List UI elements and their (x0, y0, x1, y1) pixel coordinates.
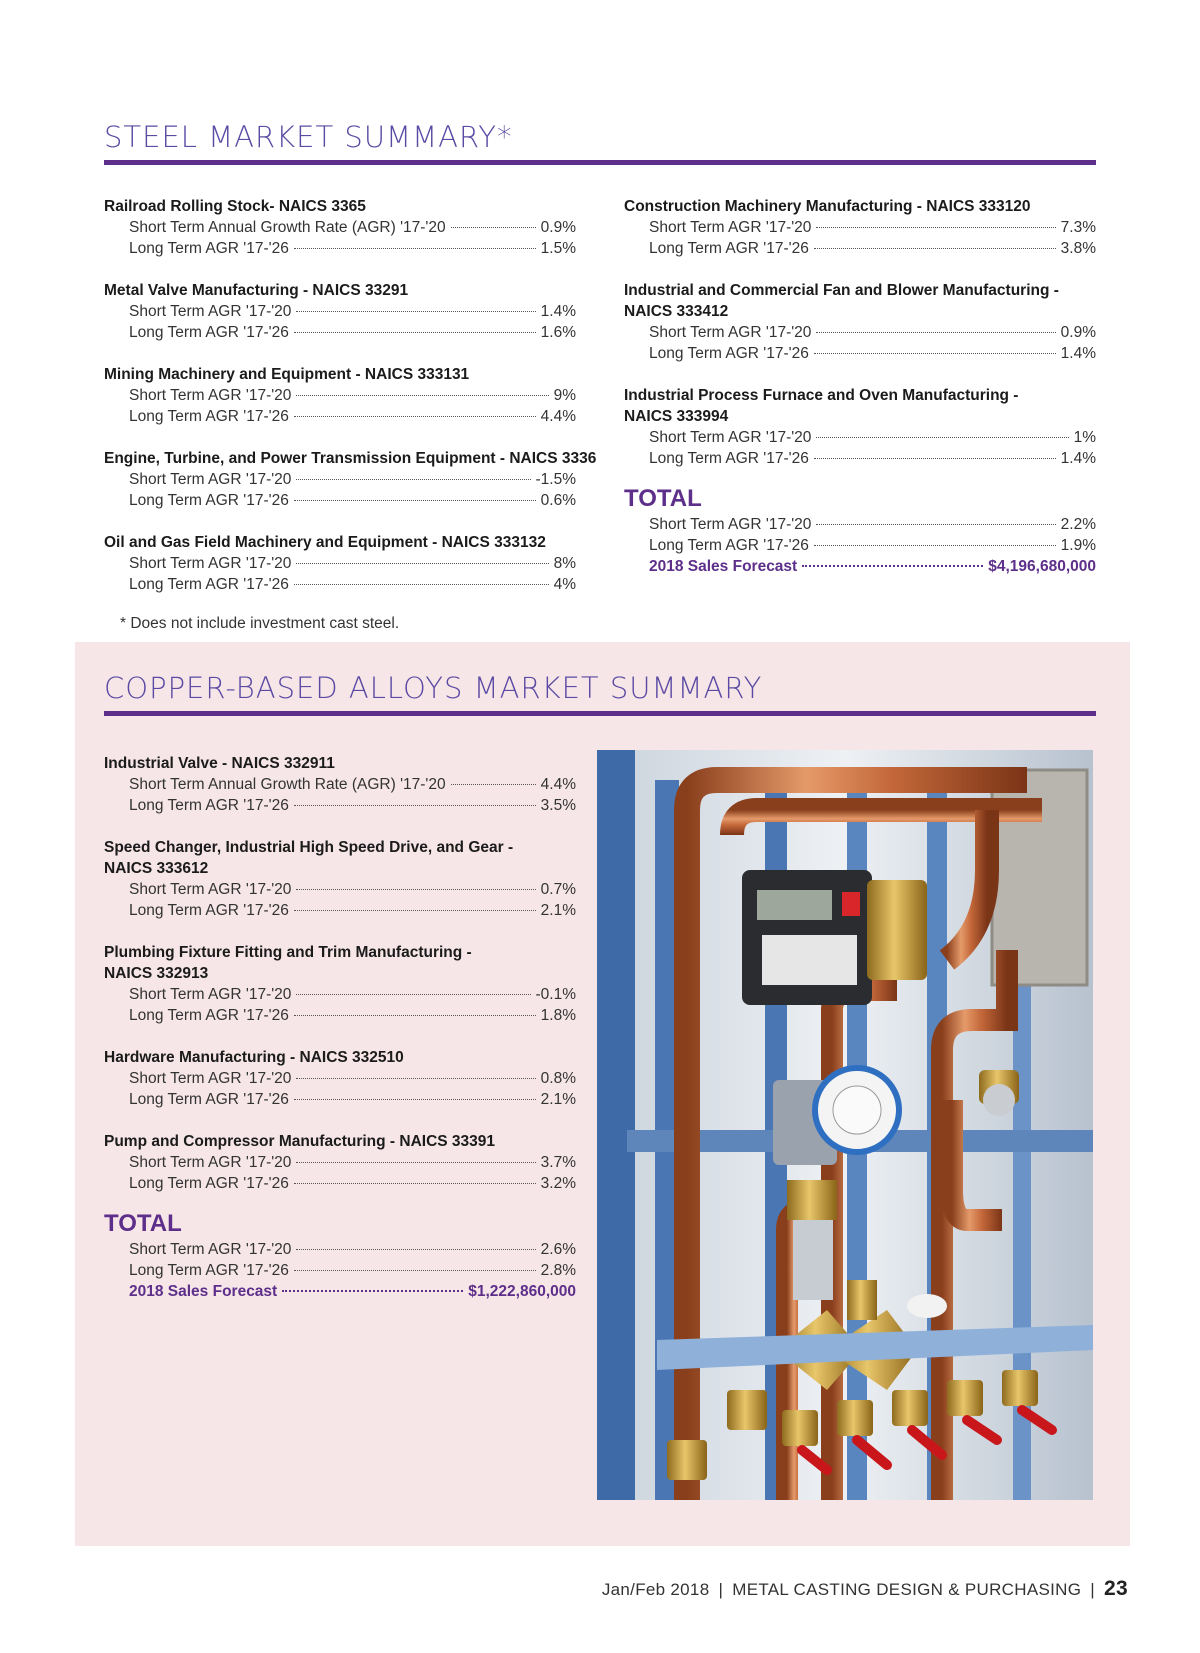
total-block (624, 484, 1096, 577)
leader-dots (294, 584, 549, 585)
agr-value: 1.8% (540, 1007, 576, 1024)
issue-date: Jan/Feb 2018 (601, 1580, 710, 1599)
leader-dots (294, 1099, 536, 1100)
industry-block (104, 837, 576, 921)
agr-label: Short Term AGR '17-'20 (129, 471, 292, 488)
agr-value: 2.1% (540, 902, 576, 919)
leader-dots (816, 437, 1068, 438)
agr-row (104, 900, 576, 921)
agr-row (624, 448, 1096, 469)
leader-dots (294, 1015, 536, 1016)
industry-name: Speed Changer, Industrial High Speed Drive, and Gear - NAICS 333612 (104, 839, 514, 877)
leader-dots (294, 248, 536, 249)
agr-label: Short Term Annual Growth Rate (AGR) '17-'20 (129, 219, 446, 236)
leader-dots (294, 1183, 536, 1184)
leader-dots (816, 332, 1055, 333)
agr-row (104, 1089, 576, 1110)
agr-row (104, 469, 576, 490)
leader-dots (814, 248, 1056, 249)
industry-name: Mining Machinery and Equipment - NAICS 333131 (104, 366, 470, 383)
agr-label: Long Term AGR '17-'26 (129, 240, 289, 257)
agr-label: Long Term AGR '17-'26 (649, 450, 809, 467)
agr-label: Long Term AGR '17-'26 (129, 408, 289, 425)
agr-row (104, 553, 576, 574)
leader-dots (296, 994, 530, 995)
agr-label: Long Term AGR '17-'26 (649, 345, 809, 362)
agr-row (104, 322, 576, 343)
industry-block (104, 1131, 576, 1194)
agr-label: Short Term AGR '17-'20 (129, 881, 292, 898)
leader-dots (802, 565, 983, 567)
steel-section-title: STEEL MARKET SUMMARY* (104, 122, 1096, 165)
leader-dots (294, 500, 536, 501)
total-long-row (104, 1260, 576, 1281)
agr-row (104, 984, 576, 1005)
agr-value: 7.3% (1060, 219, 1096, 236)
leader-dots (282, 1290, 463, 1292)
total-short-row (104, 1239, 576, 1260)
agr-label: Long Term AGR '17-'26 (129, 492, 289, 509)
industry-block (104, 280, 576, 343)
agr-label: Long Term AGR '17-'26 (649, 240, 809, 257)
industry-name: Metal Valve Manufacturing - NAICS 33291 (104, 282, 409, 299)
leader-dots (814, 458, 1056, 459)
total-heading: TOTAL (624, 485, 702, 512)
agr-row (104, 490, 576, 511)
forecast-label: 2018 Sales Forecast (129, 1283, 278, 1300)
leader-dots (451, 784, 536, 785)
agr-value: 1.5% (540, 240, 576, 257)
footer-separator: | (1090, 1580, 1095, 1599)
industry-block (624, 280, 1096, 364)
industry-block (624, 196, 1096, 259)
leader-dots (296, 563, 548, 564)
agr-row (104, 795, 576, 816)
agr-label: Short Term AGR '17-'20 (649, 324, 812, 341)
agr-row (624, 343, 1096, 364)
leader-dots (814, 545, 1056, 546)
agr-row (104, 1173, 576, 1194)
agr-value: 3.2% (540, 1175, 576, 1192)
agr-value: 4% (553, 576, 576, 593)
agr-value: 0.7% (540, 881, 576, 898)
agr-label: Short Term AGR '17-'20 (129, 1241, 292, 1258)
agr-value: 4.4% (540, 776, 576, 793)
sales-forecast-row (624, 556, 1096, 577)
agr-label: Short Term Annual Growth Rate (AGR) '17-'20 (129, 776, 446, 793)
copper-piping-photo (597, 750, 1093, 1500)
industry-name: Plumbing Fixture Fitting and Trim Manufacturing - NAICS 332913 (104, 944, 472, 982)
total-long-row (624, 535, 1096, 556)
agr-value: 3.8% (1060, 240, 1096, 257)
leader-dots (296, 1162, 535, 1163)
plumbing-illustration (597, 750, 1093, 1500)
industry-block (104, 753, 576, 816)
industry-name: Engine, Turbine, and Power Transmission Equipment - NAICS 3336 (104, 450, 597, 467)
agr-value: 1.4% (540, 303, 576, 320)
total-block (104, 1209, 576, 1302)
footer-separator: | (718, 1580, 724, 1599)
agr-label: Short Term AGR '17-'20 (129, 1070, 292, 1087)
leader-dots (816, 524, 1055, 525)
agr-row (104, 879, 576, 900)
agr-label: Short Term AGR '17-'20 (129, 555, 292, 572)
industry-name: Oil and Gas Field Machinery and Equipment - NAICS 333132 (104, 534, 546, 551)
agr-value: 2.2% (1060, 516, 1096, 533)
agr-label: Short Term AGR '17-'20 (129, 303, 292, 320)
steel-left-column (104, 196, 597, 616)
agr-value: 9% (553, 387, 576, 404)
agr-label: Long Term AGR '17-'26 (649, 537, 809, 554)
leader-dots (296, 1249, 535, 1250)
agr-label: Long Term AGR '17-'26 (129, 324, 289, 341)
leader-dots (296, 395, 548, 396)
agr-value: 0.9% (540, 219, 576, 236)
agr-label: Long Term AGR '17-'26 (129, 1007, 289, 1024)
leader-dots (294, 910, 536, 911)
agr-value: 1% (1073, 429, 1096, 446)
leader-dots (814, 353, 1056, 354)
agr-value: 0.8% (540, 1070, 576, 1087)
agr-value: 3.7% (540, 1154, 576, 1171)
leader-dots (451, 227, 536, 228)
agr-row (104, 774, 576, 795)
industry-name: Industrial Valve - NAICS 332911 (104, 755, 335, 772)
industry-block (104, 364, 576, 427)
leader-dots (816, 227, 1055, 228)
leader-dots (296, 311, 535, 312)
agr-value: -0.1% (535, 986, 576, 1003)
agr-label: Long Term AGR '17-'26 (129, 576, 289, 593)
agr-value: 2.1% (540, 1091, 576, 1108)
agr-label: Short Term AGR '17-'20 (649, 219, 812, 236)
leader-dots (296, 1078, 535, 1079)
industry-name: Hardware Manufacturing - NAICS 332510 (104, 1049, 404, 1066)
leader-dots (294, 416, 536, 417)
steel-right-column (624, 196, 1096, 598)
agr-row (104, 238, 576, 259)
industry-block (104, 448, 597, 511)
agr-value: 4.4% (540, 408, 576, 425)
agr-value: 1.9% (1060, 537, 1096, 554)
agr-row (624, 217, 1096, 238)
agr-row (104, 301, 576, 322)
agr-value: 0.6% (540, 492, 576, 509)
agr-row (624, 238, 1096, 259)
leader-dots (294, 805, 536, 806)
sales-forecast-row (104, 1281, 576, 1302)
agr-value: 2.6% (540, 1241, 576, 1258)
agr-value: 1.6% (540, 324, 576, 341)
leader-dots (294, 332, 536, 333)
agr-label: Short Term AGR '17-'20 (129, 1154, 292, 1171)
industry-name: Pump and Compressor Manufacturing - NAICS 33391 (104, 1133, 496, 1150)
agr-row (104, 385, 576, 406)
leader-dots (294, 1270, 536, 1271)
industry-block (104, 1047, 576, 1110)
copper-section-title: COPPER-BASED ALLOYS MARKET SUMMARY (104, 673, 1096, 716)
agr-value: 8% (553, 555, 576, 572)
industry-block (624, 385, 1096, 469)
steel-footnote: * Does not include investment cast steel. (120, 615, 400, 632)
agr-row (104, 406, 576, 427)
agr-row (104, 1068, 576, 1089)
agr-label: Short Term AGR '17-'20 (649, 516, 812, 533)
agr-label: Long Term AGR '17-'26 (129, 1262, 289, 1279)
agr-row (104, 574, 576, 595)
agr-row (624, 322, 1096, 343)
copper-column (104, 753, 576, 1323)
leader-dots (296, 479, 530, 480)
agr-row (104, 217, 576, 238)
page-number: 23 (1104, 1577, 1128, 1600)
industry-name: Industrial Process Furnace and Oven Manufacturing - NAICS 333994 (624, 387, 1019, 425)
leader-dots (296, 889, 535, 890)
industry-name: Construction Machinery Manufacturing - NAICS 333120 (624, 198, 1031, 215)
industry-block (104, 196, 576, 259)
agr-row (104, 1152, 576, 1173)
agr-value: 1.4% (1060, 450, 1096, 467)
agr-label: Long Term AGR '17-'26 (129, 902, 289, 919)
agr-label: Short Term AGR '17-'20 (129, 986, 292, 1003)
agr-label: Short Term AGR '17-'20 (649, 429, 812, 446)
page-footer (602, 1577, 1128, 1601)
forecast-label: 2018 Sales Forecast (649, 558, 798, 575)
agr-label: Short Term AGR '17-'20 (129, 387, 292, 404)
industry-block (104, 942, 576, 1026)
agr-row (104, 1005, 576, 1026)
forecast-value: $4,196,680,000 (988, 558, 1096, 575)
agr-label: Long Term AGR '17-'26 (129, 1091, 289, 1108)
agr-label: Long Term AGR '17-'26 (129, 797, 289, 814)
agr-value: 3.5% (540, 797, 576, 814)
industry-block (104, 532, 576, 595)
agr-label: Long Term AGR '17-'26 (129, 1175, 289, 1192)
agr-value: 2.8% (540, 1262, 576, 1279)
agr-value: -1.5% (535, 471, 576, 488)
publication-name: METAL CASTING DESIGN & PURCHASING (732, 1580, 1082, 1599)
industry-name: Railroad Rolling Stock- NAICS 3365 (104, 198, 366, 215)
agr-row (624, 427, 1096, 448)
total-short-row (624, 514, 1096, 535)
agr-value: 0.9% (1060, 324, 1096, 341)
industry-name: Industrial and Commercial Fan and Blower Manufacturing - NAICS 333412 (624, 282, 1059, 320)
total-heading: TOTAL (104, 1210, 182, 1237)
agr-value: 1.4% (1060, 345, 1096, 362)
forecast-value: $1,222,860,000 (468, 1283, 576, 1300)
